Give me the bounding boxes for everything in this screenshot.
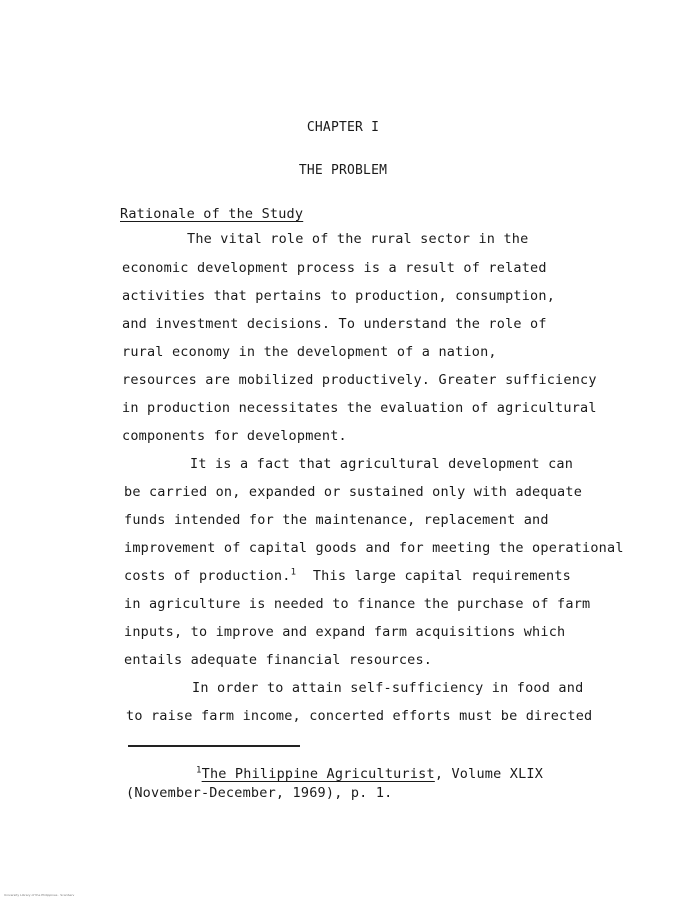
section-heading: Rationale of the Study bbox=[120, 206, 304, 222]
body-line: funds intended for the maintenance, replacement and bbox=[124, 512, 549, 528]
body-line: The vital role of the rural sector in the bbox=[187, 231, 529, 247]
footnote-source-rest: , Volume XLIX bbox=[434, 766, 544, 782]
body-line: and investment decisions. To understand the role of bbox=[122, 316, 547, 332]
footnote-marker: 1 bbox=[196, 765, 202, 776]
body-line: in production necessitates the evaluation of agricultural bbox=[122, 400, 597, 416]
body-line: to raise farm income, concerted efforts must be directed bbox=[126, 708, 593, 724]
footnote-reference: 1 bbox=[290, 567, 297, 578]
scan-footer-mark: University Library of the Philippines · ScanServ bbox=[4, 893, 75, 897]
body-line: resources are mobilized productively. Greater sufficiency bbox=[122, 372, 597, 388]
body-line: economic development process is a result of related bbox=[122, 260, 547, 276]
body-line: activities that pertains to production, consumption, bbox=[122, 288, 556, 304]
body-line: It is a fact that agricultural development can bbox=[190, 456, 574, 472]
footnote-separator bbox=[128, 745, 300, 747]
body-line: components for development. bbox=[122, 428, 347, 444]
body-line: rural economy in the development of a nation, bbox=[122, 344, 497, 360]
footnote-source-title: The Philippine Agriculturist bbox=[201, 766, 435, 782]
chapter-label: CHAPTER I bbox=[306, 120, 380, 135]
body-line: In order to attain self-sufficiency in food and bbox=[192, 680, 584, 696]
body-line: entails adequate financial resources. bbox=[124, 652, 433, 668]
body-line: inputs, to improve and expand farm acquisitions which bbox=[124, 624, 566, 640]
body-line: be carried on, expanded or sustained only with adequate bbox=[124, 484, 583, 500]
footnote-line-1 bbox=[196, 766, 543, 782]
body-line-with-footnote bbox=[124, 568, 571, 584]
body-line: improvement of capital goods and for meeting the operational bbox=[124, 540, 624, 556]
body-line: costs of production. bbox=[124, 568, 291, 584]
footnote-line-2: (November-December, 1969), p. 1. bbox=[126, 785, 393, 801]
chapter-title: THE PROBLEM bbox=[298, 163, 388, 178]
body-line: in agriculture is needed to finance the purchase of farm bbox=[124, 596, 591, 612]
body-line: This large capital requirements bbox=[312, 568, 572, 584]
